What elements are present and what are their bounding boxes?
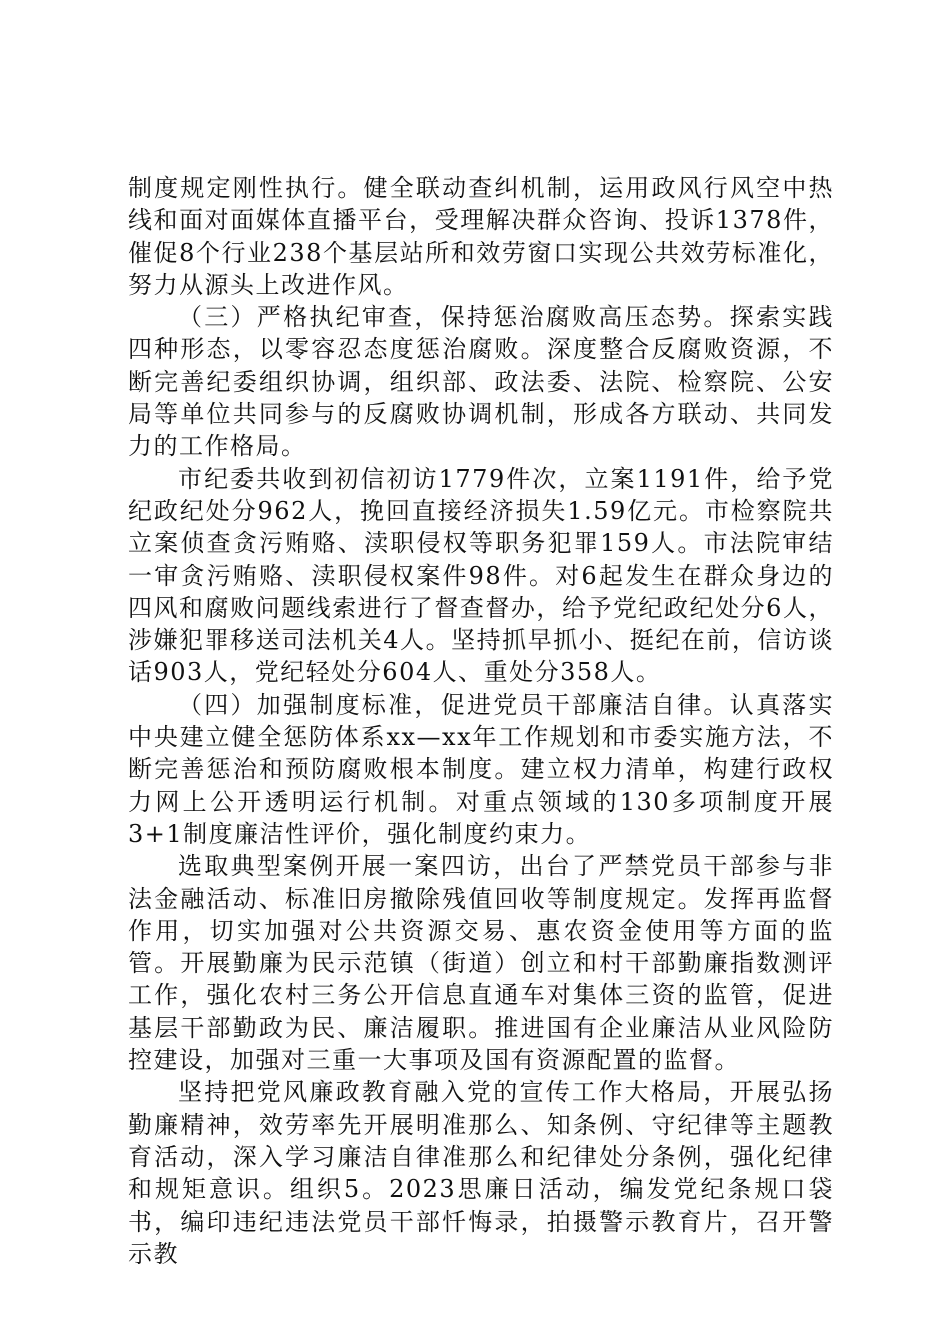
paragraph-2: （三）严格执纪审查，保持惩治腐败高压态势。探索实践四种形态，以零容忍态度惩治腐败。深度整合反腐败资源，不断完善纪委组织协调，组织部、政法委、法院、检察院、公安局等单位共同参与的反腐败协调机制，形成各方联动、共同发力的工作格局。 [128,303,834,461]
paragraph-4: （四）加强制度标准，促进党员干部廉洁自律。认真落实中央建立健全惩防体系xx—xx年工作规划和市委实施方法，不断完善惩治和预防腐败根本制度。建立权力清单，构建行政权力网上公开透明运行机制。对重点领域的130多项制度开展3+1制度廉洁性评价，强化制度约束力。 [128,690,834,848]
paragraph-5: 选取典型案例开展一案四访，出台了严禁党员干部参与非法金融活动、标准旧房撤除残值回收等制度规定。发挥再监督作用，切实加强对公共资源交易、惠农资金使用等方面的监管。开展勤廉为民示范镇（街道）创立和村干部勤廉指数测评工作，强化农村三务公开信息直通车对集体三资的监管，促进基层干部勤政为民、廉洁履职。推进国有企业廉洁从业风险防控建设，加强对三重一大事项及国有资源配置的监督。 [128,852,834,1075]
document-body [128,172,834,1270]
paragraph-1: 制度规定刚性执行。健全联动查纠机制，运用政风行风空中热线和面对面媒体直播平台，受理解决群众咨询、投诉1378件，催促8个行业238个基层站所和效劳窗口实现公共效劳标准化，努力从源头上改进作风。 [128,174,834,299]
paragraph-3: 市纪委共收到初信初访1779件次，立案1191件，给予党纪政纪处分962人，挽回直接经济损失1.59亿元。市检察院共立案侦查贪污贿赂、渎职侵权等职务犯罪159人。市法院审结一审贪污贿赂、渎职侵权案件98件。对6起发生在群众身边的四风和腐败问题线索进行了督查督办，给予党纪政纪处分6人，涉嫌犯罪移送司法机关4人。坚持抓早抓小、挺纪在前，信访谈话903人，党纪轻处分604人、重处分358人。 [128,464,834,687]
paragraph-6: 坚持把党风廉政教育融入党的宣传工作大格局，开展弘扬勤廉精神，效劳率先开展明准那么、知条例、守纪律等主题教育活动，深入学习廉洁自律准那么和纪律处分条例，强化纪律和规矩意识。组织5。2023思廉日活动，编发党纪条规口袋书，编印违纪违法党员干部忏悔录，拍摄警示教育片，召开警示教 [128,1078,834,1268]
